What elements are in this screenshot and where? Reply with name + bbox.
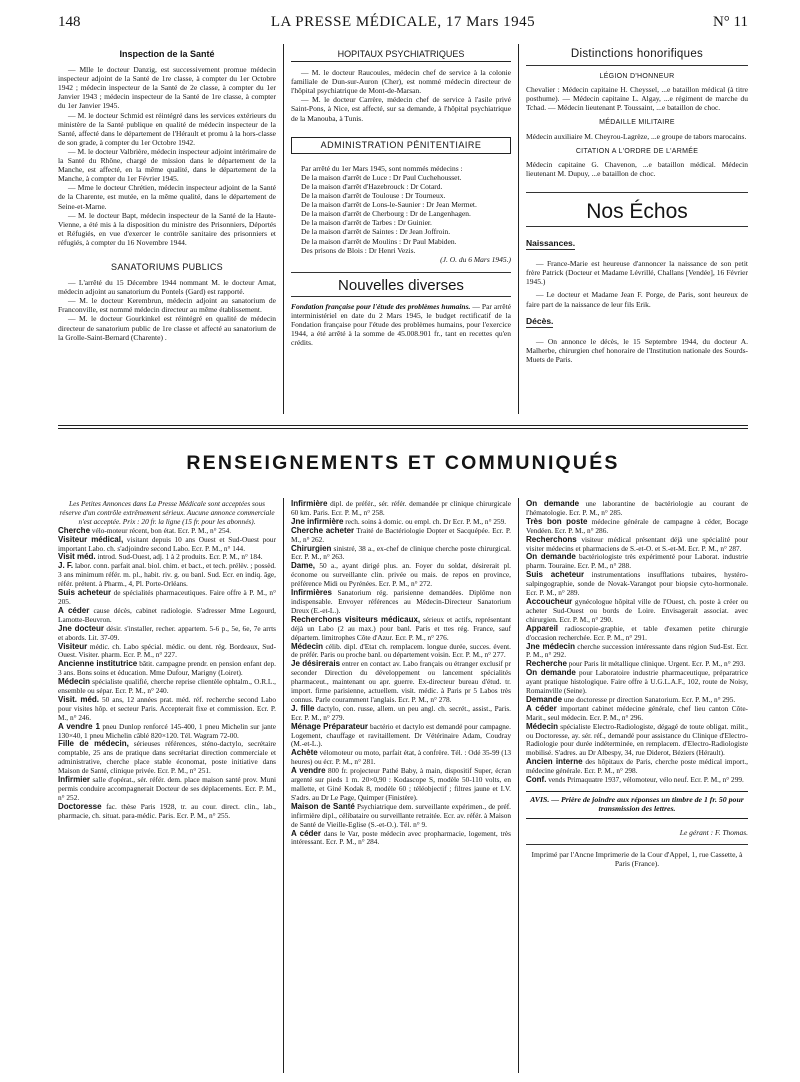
ad-text: visitant depuis 10 ans Ouest et Sud-Ouest pour important Labo. ch. s'adjoindre second Labo. Ecr. P. M., n° 144.: [58, 534, 276, 553]
top-column-2: [291, 48, 511, 418]
classified-ad: [526, 643, 748, 661]
top-column-1: [58, 48, 276, 418]
ad-text: sérieuses références, sténo-dactylo, secrétaire comptable, 25 ans de pratique dans secrétariat direction commerciale et administrative, cherche place stable économat, poste initiative dans Maison de Santé, clinique privée. Ecr. P. M., n° 251.: [58, 739, 276, 776]
nouvelles-body: — Par arrêté interministériel en date du 2 Mars 1945, le budget rectificatif de la Fondation française pour l'étude des problèmes humains, pour l'exercice 1944, a été arrêté à la somme de 45.008.901 fr., tant en recettes qu'en crédits.: [291, 301, 511, 348]
divider: [526, 226, 748, 227]
paragraph: De la maison d'arrêt de Luce : Dr Paul Cuchehousset.: [301, 172, 462, 182]
ad-keyword: Infirmier: [58, 775, 91, 785]
classified-ad: [58, 696, 276, 723]
ad-text: une doctoresse pr direction Sanatorium. Ecr. P. M., n° 295.: [562, 694, 736, 704]
paragraph: De la maison d'arrêt de Cherbourg : Dr de Langenhagen.: [301, 209, 471, 219]
classified-ad: [526, 500, 748, 518]
ad-text: dans le Var, poste médecin avec propharmacie, logement, très intéressant. Ecr. P. M., n° 284.: [291, 828, 511, 847]
section-title-sanatoriums: SANATORIUMS PUBLICS: [111, 261, 223, 272]
ad-keyword: Conf.: [526, 775, 547, 785]
ad-text: une laborantine de bactériologie au courant de l'hématologie. Ecr. P. M., n° 285.: [526, 500, 748, 517]
ad-keyword: Visit. méd.: [58, 694, 100, 704]
ad-text: fac. thèse Paris 1928, tr. au cour. direct. clin., lab., pharmacie, ch. situat. para-médic. Paris. Ecr. P. M., n° 255.: [58, 801, 276, 820]
ad-text: célib. dipl. d'Etat ch. remplacem. longue durée, succes. évent. de préfér. Paris ou proche banl. ou département voisin. Ecr. P. M., n° 277.: [291, 641, 511, 660]
ad-keyword: Ancienne institutrice: [58, 659, 138, 669]
ad-text: pour Paris lit métallique clinique. Urgent. Ecr. P. M., n° 293.: [566, 659, 746, 669]
ad-text: rech. soins à domic. ou empl. ch. Dr Ecr. P. M., n° 259.: [343, 516, 507, 526]
ad-keyword: Suis acheteur: [526, 570, 585, 580]
ad-text: vends Primaquatre 1937, vélomoteur, vélo neuf. Ecr. P. M., n° 299.: [546, 775, 744, 785]
ad-keyword: Dame,: [291, 561, 316, 571]
ad-keyword: Recherche: [526, 659, 567, 669]
ad-keyword: J. F.: [58, 561, 74, 571]
section-title-nouvelles: Nouvelles diverses: [338, 276, 464, 294]
paragraph: Par arrêté du 1er Mars 1945, sont nommés médecins :: [301, 163, 463, 173]
divider: [526, 844, 748, 845]
ads-column-1: [58, 500, 276, 1075]
classified-ad: [58, 660, 276, 678]
ad-keyword: Ménage Préparateur: [291, 721, 369, 731]
ad-keyword: A vendre: [291, 766, 326, 776]
ad-text: sérieux et actifs, représentant déjà un Labo (2 au max.) pour banl. Paris et ttes rég. France, sauf départem. limitrophes Côte d'Azur. Ecr. P. M., n° 276.: [291, 614, 511, 642]
paragraph: — M. le docteur Bapt, médecin inspecteur de la Santé de la Haute-Vienne, a été mis à la disposition du ministre des Prisonniers, Déportés et Réfugiés, en vue d'exercer le contrôle sanitaire des prisonniers et réfugiés, à compter du 16 Novembre 1944.: [58, 210, 276, 247]
subheading-deces: Décès.: [526, 317, 553, 328]
classified-ad: [58, 607, 276, 625]
ad-keyword: A vendre 1: [58, 721, 100, 731]
classified-ad: [58, 776, 276, 803]
divider: [291, 272, 511, 273]
classified-ad: [291, 723, 511, 750]
section-title-inspection: Inspection de la Santé: [119, 49, 215, 59]
divider: [526, 65, 748, 66]
paragraph: — M. le docteur Gourkinkel est réintégré en qualité de médecin directeur de sanatorium public de 1re classe et affecté au sanatorium de la Grolle-Saint-Bernard (Charente) .: [58, 314, 276, 342]
jo-reference: (J. O. du 6 Mars 1945.): [440, 254, 511, 264]
paragraph: — M. le docteur Carrère, médecin chef de service à l'asile privé Saint-Pons, à Nice, est affecté, sur sa demande, à l'hôpital psychiatrique de la Manouba, à Tunis.: [291, 95, 511, 123]
classified-ad: [526, 518, 748, 536]
section-title-nos-echos: Nos Échos: [586, 199, 688, 223]
classified-ad: [58, 643, 276, 661]
classified-ad: [526, 723, 748, 759]
ad-keyword: On demande: [526, 668, 576, 678]
paragraph: De la maison d'arrêt de Moulins : Dr Paul Mabiden.: [301, 236, 457, 246]
ad-text: visiteur médical présentant déjà une spécialité pour visiter médecins et pharmaciens de S.-et-O. et S.-et-M. Ecr. P. M., n° 287.: [526, 534, 748, 553]
paragraph: — Le docteur et Madame Jean F. Porge, de Paris, sont heureux de faire part de la naissance de leur fils Erik.: [526, 290, 748, 309]
subheading-legion: LÉGION D'HONNEUR: [599, 73, 675, 81]
ad-keyword: Infirmières: [291, 588, 332, 598]
classified-ad: [291, 643, 511, 661]
ad-keyword: Jne médecin: [526, 641, 575, 651]
classified-ad: [58, 803, 276, 821]
classified-ad: [58, 723, 276, 741]
paragraph: De la maison d'arrêt de Toulouse : Dr Tourneux.: [301, 191, 446, 201]
ad-text: dactylo, con. russe, allem. un peu angl. ch. secrét., assist., Paris. Ecr. P. M., n° 279.: [291, 703, 511, 722]
ad-text: vélomoteur ou moto, parfait état, à confrère. Tél. : Odé 35-99 (13 heures) ou écr. P. M., n° 281.: [291, 748, 511, 767]
subheading-citation: CITATION A L'ORDRE DE L'ARMÉE: [575, 147, 699, 155]
classified-ad: [526, 669, 748, 696]
classified-ad: [526, 571, 748, 598]
ad-keyword: Jne infirmière: [291, 516, 344, 526]
paragraph: — M. le docteur Valbrière, médecin inspecteur adjoint intérimaire de la Santé du Rhône, chargé de mission dans le département de la Manche, est affecté, en la même qualité, dans le département de la Manche, à compter du 1er Février 1945.: [58, 146, 276, 184]
classified-ad: [291, 749, 511, 767]
ad-text: spécialiste qualifié, cherche reprise clientèle ophtalm., O.R.L., ensemble ou sépar. Ecr. P. M., n° 240.: [58, 677, 276, 696]
divider: [291, 296, 511, 297]
journal-title: LA PRESSE MÉDICALE, 17 Mars 1945: [270, 14, 536, 30]
ads-column-2: [291, 500, 511, 1075]
nouvelles-lead: Fondation française pour l'étude des problèmes humains.: [291, 301, 471, 311]
ad-keyword: Je désirerais: [291, 659, 341, 669]
ad-keyword: Suis acheteur: [58, 588, 112, 598]
subheading-naissances: Naissances.: [526, 239, 575, 250]
top-column-3: [526, 48, 748, 418]
paragraph: — M. le docteur Raucoules, médecin chef de service à la colonie familiale de Dun-sur-Auron (Cher), est nommé médecin directeur de l'hôpital psychiatrique de Mont-de-Marsan.: [291, 68, 511, 96]
paragraph: De la maison d'arrêt d'Hazebrouck : Dr Cotard.: [301, 181, 443, 191]
ad-text: 800 fr. projecteur Pathé Baby, à main, dispositif Super, écran argenté sur pieds 1 m. 20×0,90 : Kodascope S, modèle 50-110 volts, en mallette, et Giné Kodak 8, modèle 60 ; téléobjectif ; filtres jaune et I.V. S'adrs. au Dr Le Page, Quimper (Finistère).: [291, 766, 511, 802]
ad-text: vélo-moteur récent, bon état. Ecr. P. M., n° 254.: [90, 525, 232, 535]
column-divider: [518, 498, 519, 1073]
classified-ad: [291, 705, 511, 723]
ad-keyword: Maison de Santé: [291, 801, 355, 811]
ad-keyword: Infirmière: [291, 500, 328, 508]
ad-keyword: Achète: [291, 748, 318, 758]
subheading-medaille: MÉDAILLE MILITAIRE: [599, 119, 675, 127]
ad-text: cause décès, cabinet radiologie. S'adresser Mme Legourd, Lamotte-Beuvron.: [58, 605, 276, 624]
classified-ad: [58, 625, 276, 643]
section-separator: [58, 428, 748, 429]
ad-keyword: Cherche: [58, 525, 91, 535]
ad-text: désir. s'installer, recher. appartem. 5-6 p., 5e, 6e, 7e arrts et abords. Lit. 37-09.: [58, 623, 276, 642]
ad-keyword: Visiteur médical,: [58, 534, 124, 544]
classified-ad: [58, 740, 276, 776]
classified-ad: [291, 830, 511, 848]
paragraph: Des prisons de Blois : Dr Henri Vezis.: [301, 245, 416, 255]
ad-keyword: Jne docteur: [58, 623, 104, 633]
paragraph: — On annonce le décès, le 15 Septembre 1944, du docteur A. Malherbe, chirurgien chef honoraire de l'Institution nationale des Sourds-Muets de Paris.: [526, 336, 748, 364]
ad-text: important cabinet médecine générale, chef lieu canton Côte-Marit., seul médecin. Ecr. P. M., n° 296.: [526, 703, 748, 722]
ad-text: médic. ch. Labo spécial. médic. ou dent. rég. Bordeaux, Sud-Ouest. Visiter. pharm. Ecr. P. M., n° 227.: [58, 641, 276, 660]
renseignements-title: RENSEIGNEMENTS ET COMMUNIQUÉS: [186, 452, 620, 474]
paragraph: — M. le docteur Schmid est réintégré dans les services extérieurs du ministère de la Santé publique en qualité de médecin inspecteur de la Santé, affecté dans le département de l'Hérault et promu à la hors-classe de son grade, à compter du 1er Octobre 1942.: [58, 110, 276, 147]
section-title-hopitaux: HOPITAUX PSYCHIATRIQUES: [291, 50, 511, 62]
ad-keyword: On demande: [526, 552, 576, 562]
classified-ad: [526, 758, 748, 776]
ad-keyword: Doctoresse: [58, 801, 102, 811]
ad-keyword: Très bon poste: [526, 516, 588, 526]
ad-keyword: Accoucheur: [526, 596, 573, 606]
ad-text: labor. conn. parfait anal. biol. chim. et bact., et tech. prélèv. ; possèd. 3 ans minimum référ. m. pl., habit. riv. g. ou banl. Sud. Ecr. en indiq. âge, référ. prétent. à Pharm., 4, Pl. Porte-Orléans.: [58, 561, 276, 589]
ad-keyword: On demande: [526, 500, 580, 508]
ad-text: cherche succession intéressante dans région Sud-Est. Ecr. P. M., n° 292.: [526, 641, 748, 660]
paragraph: — France-Marie est heureuse d'annoncer la naissance de son petit frère Patrick (Docteur et Madame Lévrillé, Challans [Vendée], 16 Février 1945.): [526, 259, 748, 287]
imprimeur: Imprimé par l'Ancne Imprimerie de la Cour d'Appel, 1, rue Cassette, à Paris (France).: [531, 849, 743, 868]
column-divider: [283, 44, 284, 414]
ad-text: bactériologiste très expérimenté pour Laborat. industrie pharm. Touraine. Ecr. P. M., n° 288.: [526, 552, 748, 571]
section-title-penitentiaire: ADMINISTRATION PÉNITENTIAIRE: [291, 137, 511, 154]
paragraph: Chevalier : Médecin capitaine H. Cheyssel, ...e bataillon médical (à titre posthume). — Médecin capitaine L. Algay, ...e régiment de marche du Tchad. — Médecin lieutenant P. Toussaint, ...e bataillon de choc.: [526, 85, 748, 113]
ad-keyword: A céder: [526, 703, 557, 713]
paragraph: Médecin capitaine G. Chavenon, ...e bataillon médical. Médecin lieutenant M. Dupuy, ...e bataillon de choc.: [526, 159, 748, 178]
classified-ad: [58, 678, 276, 696]
column-divider: [518, 44, 519, 414]
ad-keyword: A céder: [58, 605, 90, 615]
column-divider: [283, 498, 284, 1073]
paragraph: De la maison d'arrêt de Lons-le-Saunier : Dr Jean Mermet.: [301, 200, 477, 210]
classified-ad: [58, 562, 276, 589]
ad-keyword: Visiteur: [58, 641, 88, 651]
classified-ad: [291, 767, 511, 803]
paragraph: — Mme le docteur Chrétien, médecin inspecteur adjoint de la Santé de la Charente, est mutée, en la même qualité, dans le département de Seine-et-Marne.: [58, 183, 276, 211]
paragraph: — L'arrêté du 15 Décembre 1944 nommant M. le docteur Amat, médecin adjoint au sanatorium du Pontels (Gard) est rapporté.: [58, 278, 276, 297]
classified-ad: [526, 705, 748, 723]
ad-text: instrumentations insufflations tubaires, hystéro-salpingographie, sonde de Novak-Varangot pour biopsie cyto-hormonale. Ecr. P. M., n° 289.: [526, 570, 748, 598]
ad-keyword: Recherchons: [526, 534, 577, 544]
ad-text: bâtit. campagne prendr. en pension enfant dep. 3 ans. Bons soins et éducation. Mme Dufour, Marigny (Loiret).: [58, 659, 276, 678]
classified-ad: [291, 803, 511, 830]
classified-ad: [526, 625, 748, 643]
ad-text: sinistré, 38 a., ex-chef de clinique cherche poste chirurgical. Ecr. P. M., n° 263.: [291, 543, 511, 562]
ad-keyword: Visit méd.: [58, 552, 96, 562]
ad-text: dipl. de préfér., sér. référ. demandée pr clinique chirurgicale 60 km. Paris. Ecr. P. M., n° 258.: [291, 500, 511, 517]
classified-ad: [291, 660, 511, 705]
ad-keyword: Ancien interne: [526, 757, 583, 767]
ad-keyword: Médecin: [58, 677, 91, 687]
ad-keyword: Chirurgien: [291, 543, 332, 553]
classified-ad: [526, 536, 748, 554]
classified-ad: [58, 589, 276, 607]
classified-ad: [291, 545, 511, 563]
ads-column-3: [526, 500, 748, 1075]
classified-ad: [291, 500, 511, 518]
paragraph: Médecin auxiliaire M. Cheyrou-Lagrèze, ...e groupe de tabors marocains.: [526, 131, 747, 141]
ads-intro: Les Petites Annonces dans La Presse Médicale sont acceptées sous réserve d'un contrôle extrêmement sérieux. Aucune annonce commerciale n'est acceptée. Prix : 20 fr. la ligne (15 fr. pour les abonnés).: [59, 500, 275, 526]
classified-ad: [526, 553, 748, 571]
ad-text: des hôpitaux de Paris, cherche poste médical import., médecine générale. Ecr. P. M., n° 298.: [526, 757, 748, 776]
ad-text: introd. Sud-Ouest, adj. 1 à 2 produits. Ecr. P. M., n° 184.: [95, 552, 263, 562]
classified-ad: [291, 527, 511, 545]
classified-ad: [526, 598, 748, 625]
classified-ad: [291, 562, 511, 589]
section-separator: [58, 425, 748, 426]
section-title-distinctions: Distinctions honorifiques: [570, 48, 704, 60]
ad-keyword: Recherchons visiteurs médicaux,: [291, 614, 421, 624]
ad-text: spécialiste Electro-Radiologiste, dégagé de toute obligat. milit., ou Doctoresse, ay. sér. réf., demandé pour assistance du Clinique d'Electro-Radiologie pour durée indéterminée, en remplacem. d'Electro-Radiologiste mobilisé. S'adres. au Dr Albespy, 34, rue Diderot, Béziers (Hérault).: [526, 721, 748, 758]
classified-ad: [526, 776, 748, 785]
avis-notice: AVIS. — Prière de joindre aux réponses un timbre de 1 fr. 50 pour transmission des lettres.: [526, 791, 748, 819]
ad-text: Sanatorium rég. parisienne demandées. Diplôme non indispensable. Envoyer références au Médecin-Directeur Sanatorium Dreux (E.-et-L.).: [291, 588, 511, 615]
ad-text: salle d'opérat., sér. référ. dem. place maison santé prov. Muni permis conduire accompagnerait Docteur de ses déplacements. Ecr. P. M., n° 252.: [58, 775, 276, 802]
page-header: [58, 14, 748, 38]
ad-keyword: Médecin: [526, 721, 559, 731]
ad-text: pneu Dunlop renforcé 145-400, 1 pneu Michelin sur jante 130×40, 1 pneu Michelin câblé 820×120. Tél. Wagram 72-00.: [58, 721, 276, 740]
ad-text: bactério et dactylo est demandé pour campagne. Logement, chauffage et ravitaillement. Dr Vétérinaire Adam, Coudray (M.-et-L.).: [291, 721, 511, 749]
ad-text: 50 a., ayant dirigé plus. an. Foyer du soldat, désirerait pl. économe ou surveillante clin. privée ou mais. de repos en province, préférence Midi ou Pyrénées. Ecr. P. M., n° 272.: [291, 561, 511, 589]
divider: [526, 192, 748, 193]
ad-text: radioscopie-graphie, et table d'examen petite chirurgie d'occasion recherchée. Ecr. P. M., n° 291.: [526, 623, 748, 642]
ad-text: entrer en contact av. Labo français ou étranger exclusif pr seconder Direction du développement ou lancement spécialités pharmaceut., maintenant ou apr. guerre. Ex-directeur bureau d'étud. tr. import. firme parisienne, actuellem. visit. médic. à Paris pr 5 Labos très connus. Parle couramment l'anglais. Ecr. P. M., n° 278.: [291, 659, 511, 704]
ad-keyword: Appareil: [526, 623, 559, 633]
paragraph: De la maison d'arrêt de Tarbes : Dr Guinier.: [301, 218, 432, 228]
ad-keyword: Fille de médecin,: [58, 739, 129, 749]
gerant: Le gérant : F. Thomas.: [679, 827, 748, 837]
ad-keyword: Médecin: [291, 641, 324, 651]
classified-ad: [291, 616, 511, 643]
paragraph: — M. le docteur Kerembrun, médecin adjoint au sanatorium de Franconville, est nommé médecin directeur au même établissement.: [58, 296, 276, 315]
paragraph: De la maison d'arrêt de Saintes : Dr Jean Joffroin.: [301, 227, 451, 237]
paragraph: — Mlle le docteur Danzig, est successivement promue médecin inspecteur adjoint de la Santé de 1re classe, à compter du 1er Octobre 1942 ; médecin inspecteur de la Santé de 2e classe, à compter du 1er Janvier 1943 ; médecin inspecteur de la Santé de 1re classe, à compter du 1er Janvier 1945.: [58, 65, 276, 111]
ad-text: de spécialités pharmaceutiques. Faire offre à P. M., n° 205.: [58, 588, 276, 606]
ad-text: pour Laboratoire industrie pharmaceutique, préparatrice ayant pratique histologique. Faire offre à U.G.L.A.F., 102, route de Noisy, Romainville (Seine).: [526, 668, 748, 696]
nouvelles-paragraph: [291, 302, 511, 347]
issue-number: N° 11: [712, 14, 748, 30]
ad-keyword: Cherche acheter: [291, 525, 355, 535]
ad-text: Traité de Bactériologie Dopter et Sacquépée. Ecr. P. M., n° 262.: [291, 525, 511, 544]
ad-keyword: Demande: [526, 694, 563, 704]
ad-keyword: A céder: [291, 828, 321, 838]
classified-ad: [58, 536, 276, 554]
classified-ad: [291, 589, 511, 616]
ad-text: 50 ans, 12 années prat. méd. réf. recherche second Labo pour visites hôp. et secteur Paris. Accepterait fixe et commission. Ecr. P. M., n° 246.: [58, 694, 276, 722]
page-number: 148: [58, 14, 81, 30]
ad-text: médecine générale de campagne à céder, Bocage Vendéen. Ecr. P. M., n° 286.: [526, 516, 748, 535]
ad-text: Psychiatrique dem. surveillante expérimen., de préf. infirmière dipl., célibataire ou surveillante retraitée. Ecr. av. référ. à Maison de Santé de Vieille-Eglise (S.-et-O.). Tél. n° 9.: [291, 801, 511, 829]
ad-keyword: J. fille: [291, 703, 315, 713]
ad-text: gynécologue hôpital ville de l'Ouest, ch. poste à créer ou acheter Sud-Ouest ou bords de Loire. Envisagerait associat. avec chirurgien. Ecr. P. M., n° 290.: [526, 596, 748, 624]
